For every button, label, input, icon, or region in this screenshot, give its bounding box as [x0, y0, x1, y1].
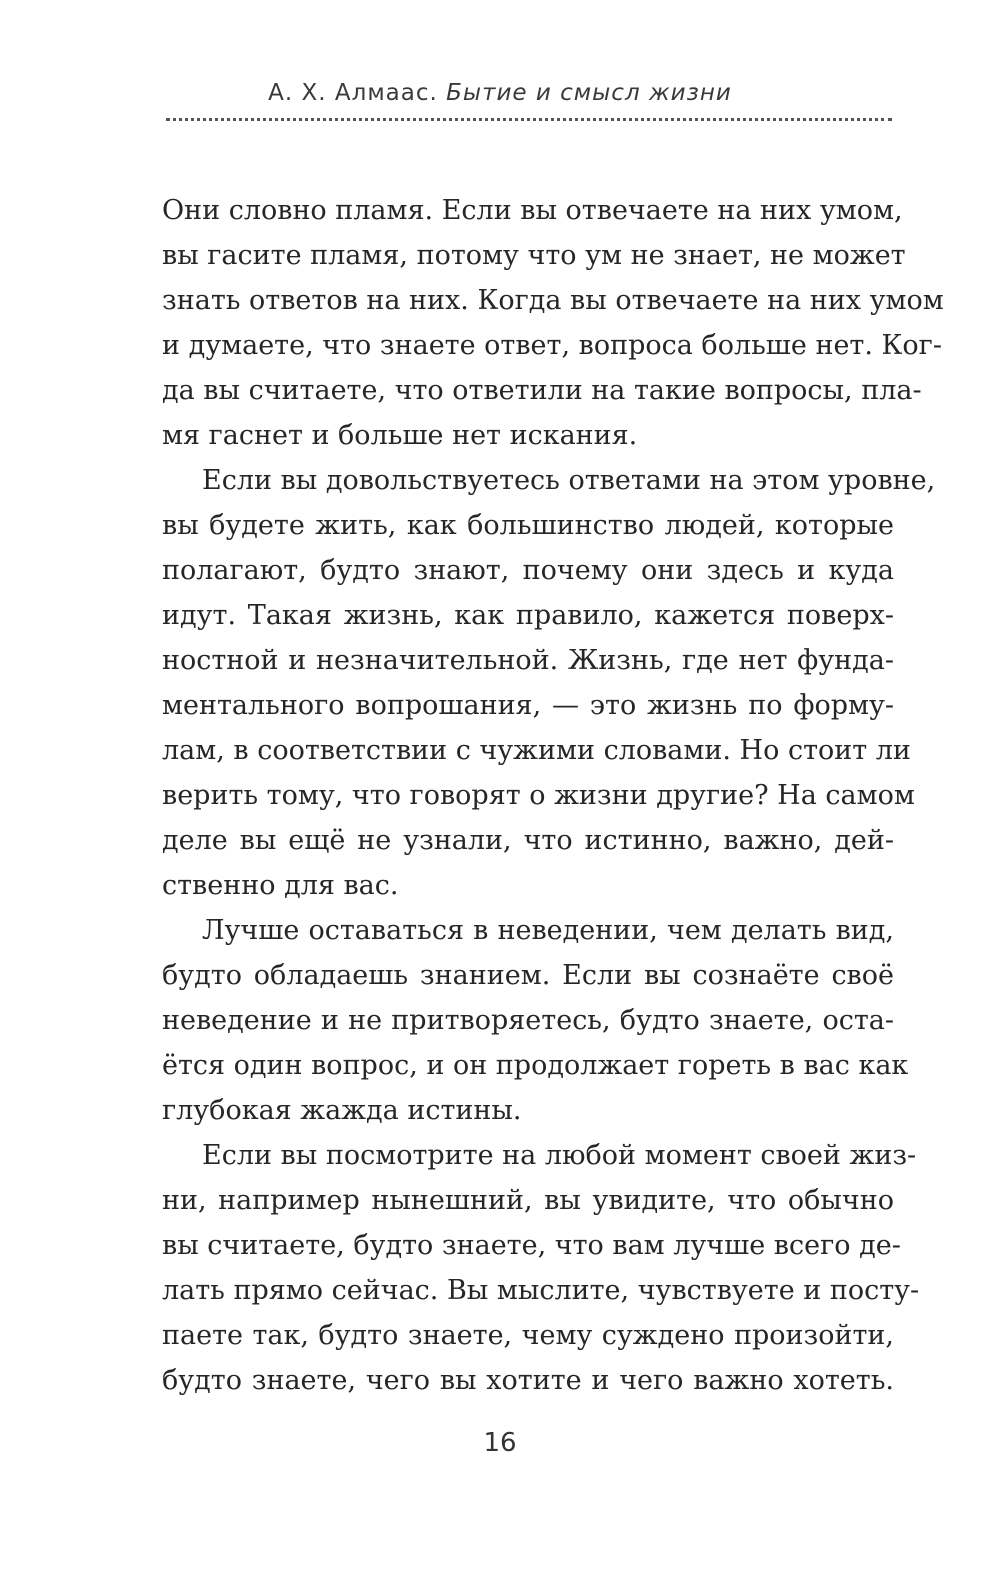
header-author: А. Х. Алмаас. [268, 80, 438, 106]
page-number: 16 [483, 1428, 517, 1458]
text-line: вы считаете, будто знаете, что вам лучше всего де- [162, 1230, 901, 1261]
paragraph-1 [162, 188, 944, 458]
text-line: лать прямо сейчас. Вы мыслите, чувствуете и посту- [162, 1275, 920, 1306]
text-line: глубокая жажда истины. [162, 1095, 522, 1126]
text-line: вы будете жить, как большинство людей, которые [162, 510, 894, 541]
text-line: будто обладаешь знанием. Если вы сознаёте своё [162, 960, 894, 991]
text-line: ностной и незначительной. Жизнь, где нет фунда- [162, 645, 894, 676]
text-line: ственно для вас. [162, 870, 399, 901]
text-line: полагают, будто знают, почему они здесь и куда [162, 555, 894, 586]
text-line: лам, в соответствии с чужими словами. Но стоит ли [162, 735, 911, 766]
text-line: Если вы посмотрите на любой момент своей жиз- [202, 1140, 917, 1171]
text-line: знать ответов на них. Когда вы отвечаете на них умом [162, 285, 944, 316]
paragraph-4 [162, 1133, 920, 1403]
running-header [0, 80, 1000, 106]
text-line: будто знаете, чего вы хотите и чего важно хотеть. [162, 1365, 894, 1396]
text-line: и думаете, что знаете ответ, вопроса больше нет. Ког- [162, 330, 942, 361]
paragraph-3 [162, 908, 909, 1133]
paragraph-2 [162, 458, 936, 908]
header-dotted-rule [166, 118, 892, 121]
text-line: ётся один вопрос, и он продолжает гореть в вас как [162, 1050, 909, 1081]
text-line: деле вы ещё не узнали, что истинно, важно, дей- [162, 825, 894, 856]
text-line: мя гаснет и больше нет искания. [162, 420, 638, 451]
text-line: ни, например нынешний, вы увидите, что обычно [162, 1185, 894, 1216]
text-line: Если вы довольствуетесь ответами на этом уровне, [202, 465, 936, 496]
header-book-title: Бытие и смысл жизни [446, 80, 732, 106]
text-line: Они словно пламя. Если вы отвечаете на них умом, [162, 195, 903, 226]
text-line: ментального вопрошания, — это жизнь по форму- [162, 690, 894, 721]
text-line: да вы считаете, что ответили на такие вопросы, пла- [162, 375, 922, 406]
text-line: неведение и не притворяетесь, будто знаете, оста- [162, 1005, 894, 1036]
text-line: Лучше оставаться в неведении, чем делать вид, [202, 915, 894, 946]
text-line: верить тому, что говорят о жизни другие? На самом [162, 780, 915, 811]
text-line: идут. Такая жизнь, как правило, кажется поверх- [162, 600, 894, 631]
text-line: вы гасите пламя, потому что ум не знает, не может [162, 240, 906, 271]
text-line: паете так, будто знаете, чему суждено произойти, [162, 1320, 894, 1351]
main-text [162, 188, 944, 1403]
